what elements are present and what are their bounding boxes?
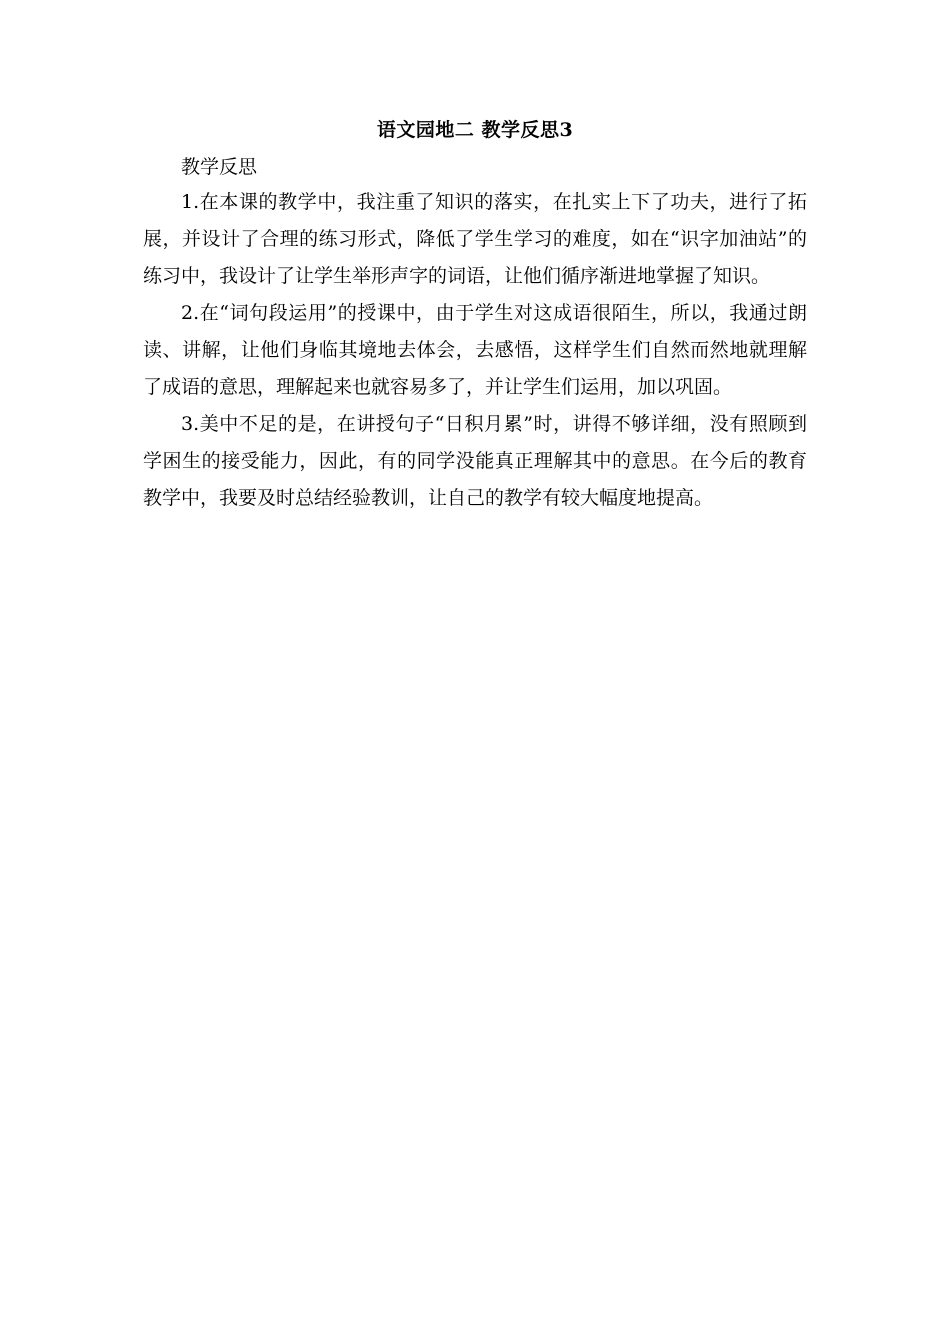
section-heading: 教学反思 xyxy=(181,156,258,178)
paragraph-3: 3.美中不足的是，在讲授句子“日积月累”时，讲得不够详细，没有照顾到学困生的接受能力，因此，有的同学没能真正理解其中的意思。在今后的教育教学中，我要及时总结经验教训，让自己的教学有较大幅度地提高。 xyxy=(143,413,807,509)
document-title: 语文园地二 教学反思3 xyxy=(376,119,574,141)
paragraph-2: 2.在“词句段运用”的授课中，由于学生对这成语很陌生，所以，我通过朗读、讲解，让他们身临其境地去体会，去感悟，这样学生们自然而然地就理解了成语的意思，理解起来也就容易多了，并让学生们运用，加以巩固。 xyxy=(143,302,807,398)
paragraph-1: 1.在本课的教学中，我注重了知识的落实，在扎实上下了功夫，进行了拓展，并设计了合理的练习形式，降低了学生学习的难度，如在“识字加油站”的练习中，我设计了让学生举形声字的词语，让他们循序渐进地掌握了知识。 xyxy=(143,191,807,287)
document-body xyxy=(143,150,807,517)
